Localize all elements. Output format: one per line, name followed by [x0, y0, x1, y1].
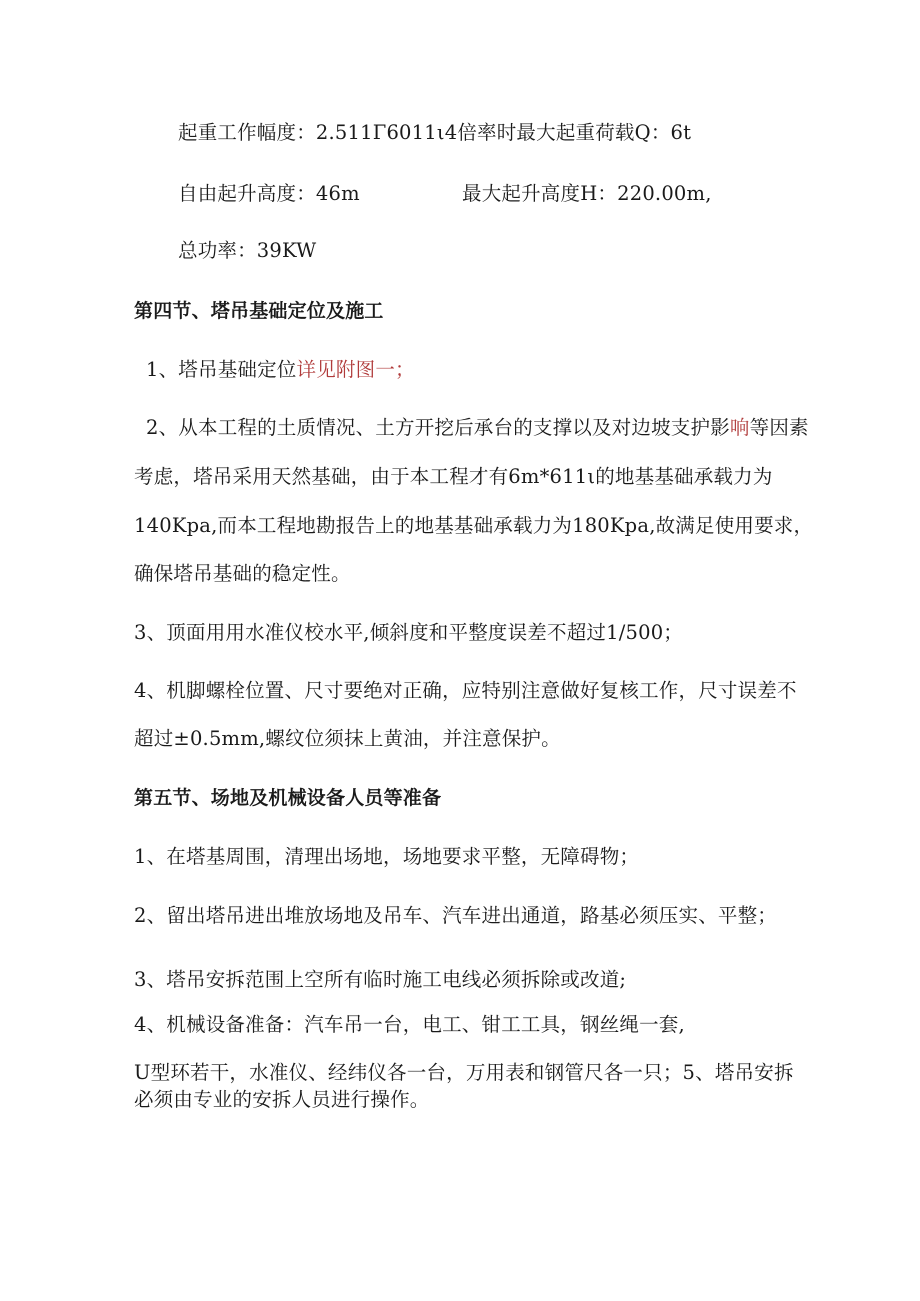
- section4-item2-line1: [146, 415, 809, 441]
- figure-reference-link: 详见附图一；: [296, 358, 415, 381]
- section5-title: 第五节、场地及机械设备人员等准备: [134, 787, 442, 809]
- section4-item4-line2: 超过±0.5mm,螺纹位须抹上黄油，并注意保护。: [134, 727, 561, 750]
- spec-total-power: 总功率：39KW: [178, 239, 317, 262]
- section5-item4: 4、机械设备准备：汽车吊一台，电工、钳工工具，钢丝绳一套,: [134, 1013, 685, 1036]
- section5-item4-cont-line1: U型环若干，水准仪、经纬仪各一台，万用表和钢管尺各一只；5、塔吊安拆: [134, 1061, 794, 1084]
- section5-item1: 1、在塔基周围，清理出场地，场地要求平整，无障碍物；: [134, 845, 640, 868]
- section4-item2-line4: 确保塔吊基础的稳定性。: [134, 562, 351, 585]
- section4-item2-text-b: 等因素: [749, 416, 809, 439]
- section4-item2-line2: 考虑，塔吊采用天然基础，由于本工程才有6m*611ι的地基基础承载力为: [134, 465, 773, 488]
- section4-item2-red-char: 响: [729, 416, 750, 439]
- spec-max-height: 最大起升高度H：220.00m,: [462, 182, 712, 205]
- spec-working-range: 起重工作幅度：2.511Γ6011ι4倍率时最大起重荷载Q：6t: [178, 121, 692, 144]
- section4-title: 第四节、塔吊基础定位及施工: [134, 300, 384, 322]
- spec-free-height: 自由起升高度：46m: [178, 182, 360, 205]
- section5-item3: 3、塔吊安拆范围上空所有临时施工电线必须拆除或改道;: [134, 968, 627, 991]
- section4-item2-text-a: 2、从本工程的土质情况、土方开挖后承台的支撑以及对边坡支护影: [146, 416, 730, 439]
- section4-item1: [146, 357, 415, 383]
- section5-item2: 2、留出塔吊进出堆放场地及吊车、汽车进出通道，路基必须压实、平整；: [134, 904, 778, 927]
- section4-item3: 3、顶面用用水准仪校水平,倾斜度和平整度误差不超过1/500；: [134, 621, 684, 644]
- section5-item4-cont-line2: 必须由专业的安拆人员进行操作。: [134, 1088, 430, 1111]
- section4-item4-line1: 4、机脚螺栓位置、尺寸要绝对正确，应特别注意做好复核工作，尺寸误差不: [134, 679, 797, 702]
- section4-item2-line3: 140Kpa,而本工程地勘报告上的地基基础承载力为180Kpa,故满足使用要求，: [134, 514, 814, 537]
- section4-item1-text: 1、塔吊基础定位: [146, 358, 297, 381]
